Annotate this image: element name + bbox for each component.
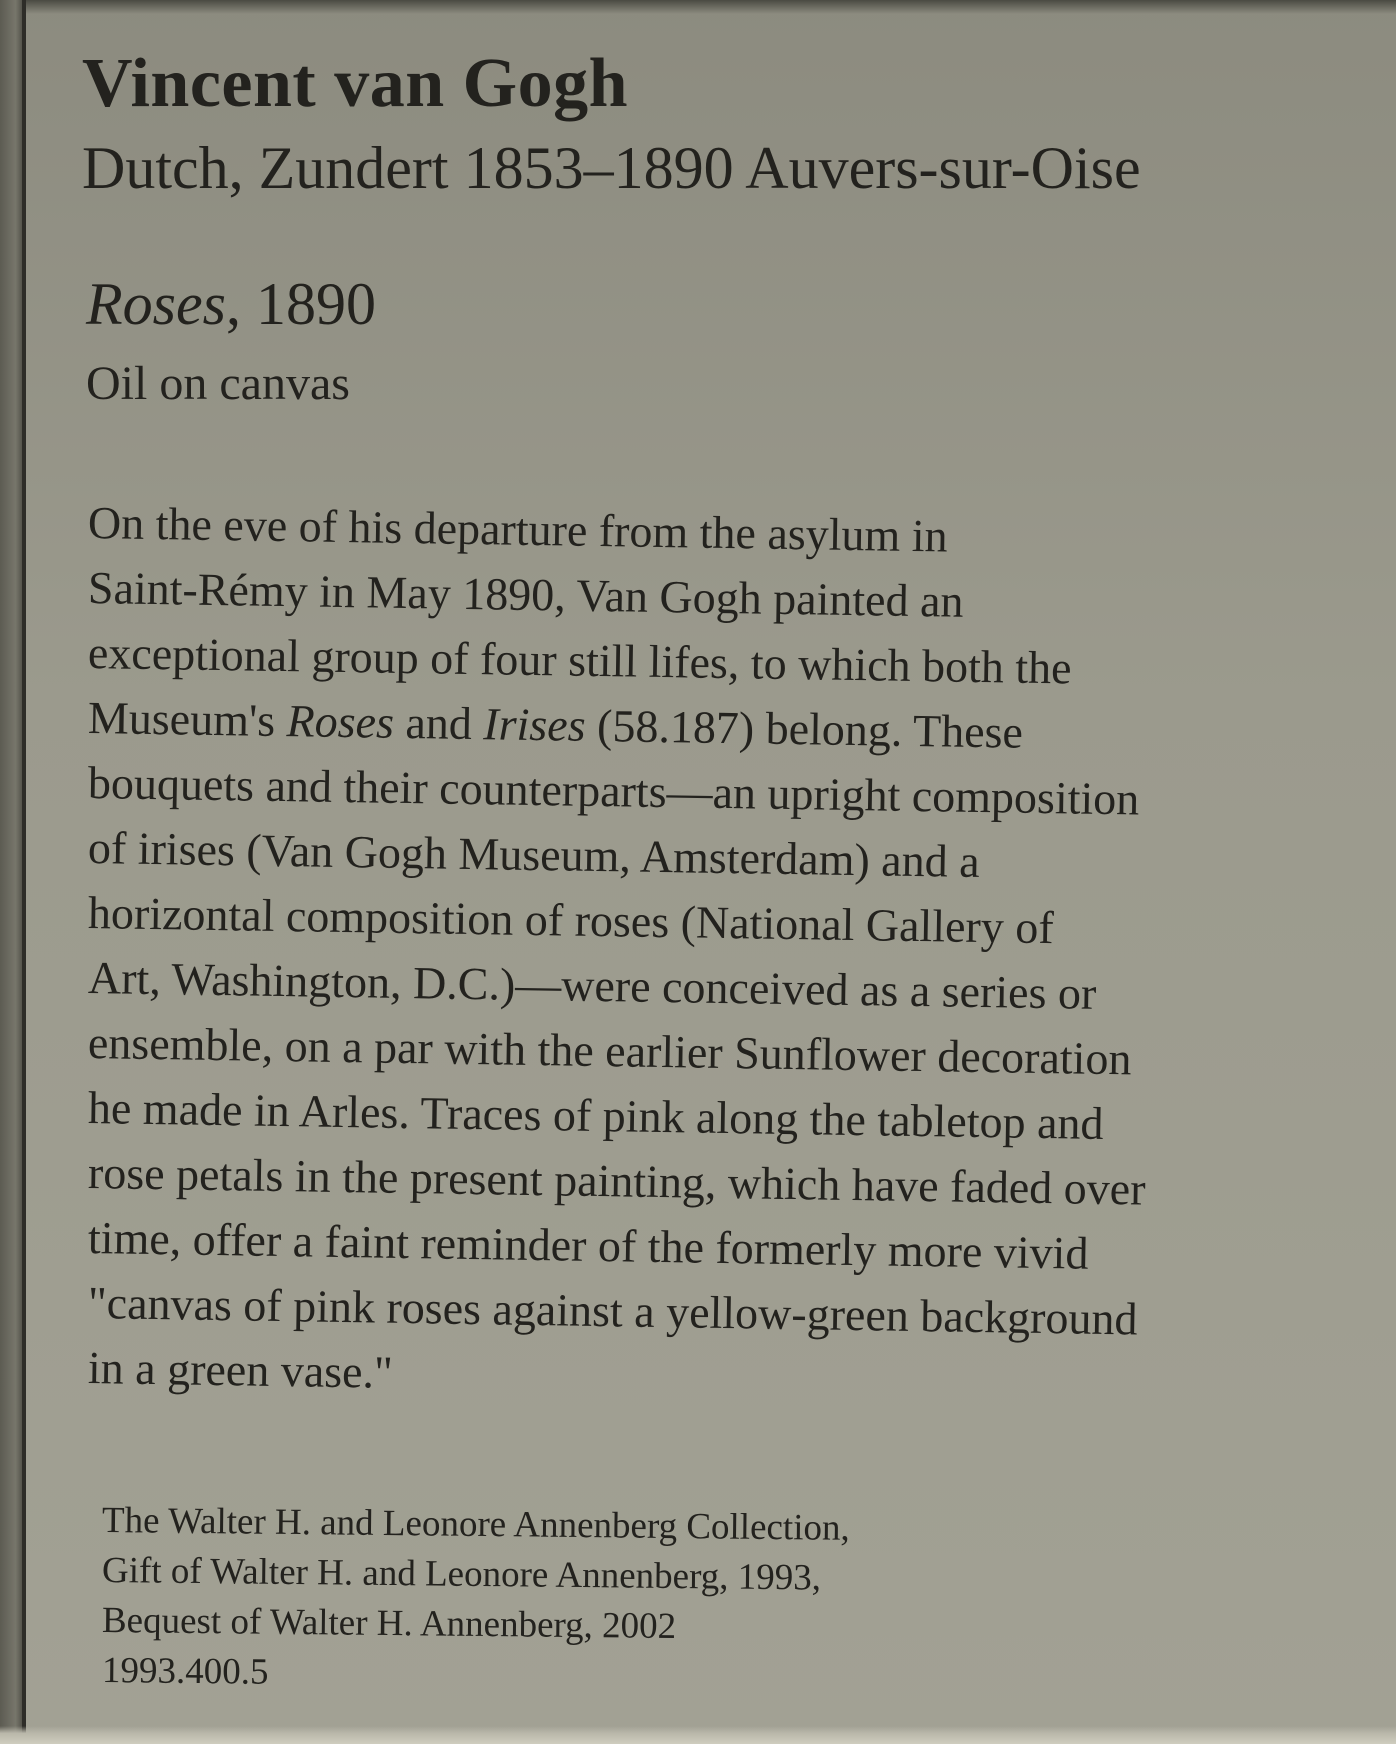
artwork-title: Roses <box>86 271 226 337</box>
description-text: he made in Arles. Traces of pink along the tabletop and <box>87 1082 1104 1149</box>
accession-number: 1993.400.5 <box>101 1650 269 1693</box>
artwork-title-line <box>86 270 376 339</box>
credit-text: Gift of Walter H. and Leonore Annenberg, 1993, <box>101 1550 822 1599</box>
description-text: bouquets and their counterparts—an upright composition <box>87 757 1140 825</box>
description-text: of irises (Van Gogh Museum, Amsterdam) and a <box>87 822 981 888</box>
description-text: ensemble, on a par with the earlier Sunflower decoration <box>87 1017 1132 1085</box>
description-text: Saint-Rémy in May 1890, Van Gogh painted an <box>87 562 964 627</box>
artwork-medium: Oil on canvas <box>86 357 350 410</box>
description-text: "canvas of pink roses against a yellow-green background <box>87 1277 1138 1345</box>
description-paragraph <box>88 490 1396 1400</box>
description-text: Roses <box>286 695 395 748</box>
artist-name: Vincent van Gogh <box>82 45 629 122</box>
artist-bio: Dutch, Zundert 1853–1890 Auvers-sur-Oise <box>82 135 1141 201</box>
description-text: time, offer a faint reminder of the formerly more vivid <box>87 1212 1089 1279</box>
description-text: rose petals in the present painting, which have faded over <box>87 1147 1146 1215</box>
description-text: On the eve of his departure from the asylum in <box>87 497 948 562</box>
credit-text: The Walter H. and Leonore Annenberg Collection, <box>101 1500 850 1549</box>
description-text: Museum's <box>87 692 288 747</box>
description-text: (58.187) belong. These <box>585 699 1024 758</box>
credit-line <box>102 1496 850 1696</box>
description-text: in a green vase." <box>87 1342 394 1398</box>
description-text: exceptional group of four still lifes, to which both the <box>87 627 1072 694</box>
artwork-year: , 1890 <box>225 271 376 337</box>
description-text: horizontal composition of roses (National Gallery of <box>87 887 1055 954</box>
bottom-edge <box>0 1726 1396 1744</box>
credit-text: Bequest of Walter H. Annenberg, 2002 <box>101 1600 677 1648</box>
description-text: and <box>393 696 484 750</box>
wall-label <box>26 10 1396 1726</box>
description-text: Art, Washington, D.C.)—were conceived as a series or <box>87 952 1097 1019</box>
description-text: Irises <box>483 698 587 751</box>
